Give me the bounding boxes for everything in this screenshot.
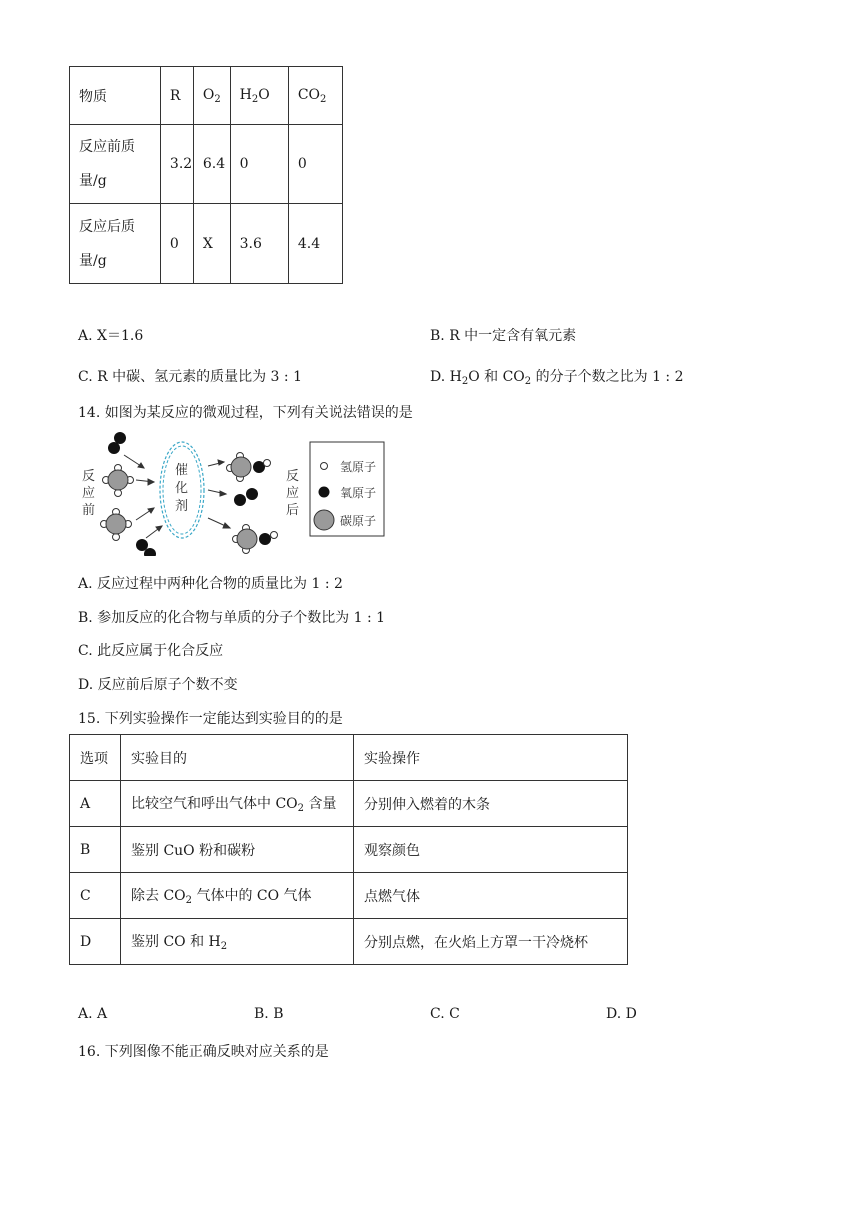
right-label-3: 后 — [286, 503, 300, 518]
row-d-option: D — [70, 919, 121, 965]
row-after-label: 反应后质 量/g — [70, 204, 161, 284]
q13-option-a: A. X＝1.6 — [78, 328, 144, 344]
q15-option-c: C. C — [430, 1006, 460, 1022]
q14-option-a: A. 反应过程中两种化合物的质量比为 1 : 2 — [78, 576, 343, 592]
right-label-2: 应 — [286, 486, 300, 501]
q15-stem: 15. 下列实验操作一定能达到实验目的的是 — [78, 711, 343, 727]
row-d-goal: 鉴别 CO 和 $H_2$ — [121, 919, 354, 965]
header-o2: $O_2$ — [193, 67, 230, 125]
o2-molecule-bottom — [136, 539, 156, 556]
q13-option-d: D. $H_2O$ 和 $CO_2$ 的分子个数之比为 1 : 2 — [430, 369, 684, 387]
row-c-option: C — [70, 873, 121, 919]
before-h2o: 0 — [230, 125, 288, 204]
o2-molecule-product — [234, 488, 258, 506]
row-b-option: B — [70, 827, 121, 873]
legend-h-symbol — [321, 463, 328, 470]
q14-option-d: D. 反应前后原子个数不变 — [78, 677, 238, 693]
left-label-1: 反 — [82, 469, 96, 484]
q16-stem: 16. 下列图像不能正确反映对应关系的是 — [78, 1044, 329, 1060]
q15-option-b: B. B — [254, 1006, 284, 1022]
table-row — [70, 827, 628, 873]
before-o2: 6.4 — [193, 125, 230, 204]
row-a-goal: 比较空气和呼出气体中 $CO_2$ 含量 — [121, 781, 354, 827]
row-b-operation: 观察颜色 — [354, 827, 628, 873]
after-co2: 4.4 — [288, 204, 342, 284]
q15-option-d: D. D — [606, 1006, 637, 1022]
after-o2: X — [193, 204, 230, 284]
q13-option-c: C. R 中碳、氢元素的质量比为 3 : 1 — [78, 369, 302, 385]
catalyst-2: 化 — [175, 481, 189, 496]
q14-option-b: B. 参加反应的化合物与单质的分子个数比为 1 : 1 — [78, 610, 386, 626]
q15-option-a: A. A — [78, 1006, 108, 1022]
row-d-operation: 分别点燃，在火焰上方罩一干冷烧杯 — [354, 919, 628, 965]
before-co2: 0 — [288, 125, 342, 204]
legend-o-symbol — [319, 487, 330, 498]
header-substance: 物质 — [70, 67, 161, 125]
before-r: 3.2 — [160, 125, 193, 204]
row-a-option: A — [70, 781, 121, 827]
header-operation: 实验操作 — [354, 735, 628, 781]
table-row — [70, 919, 628, 965]
header-option: 选项 — [70, 735, 121, 781]
after-h2o: 3.6 — [230, 204, 288, 284]
q13-option-b: B. R 中一定含有氧元素 — [430, 328, 577, 344]
row-c-goal: 除去 $CO_2$ 气体中的 CO 气体 — [121, 873, 354, 919]
header-r: R — [160, 67, 193, 125]
legend-h: 氢原子 — [340, 460, 377, 474]
catalyst-1: 催 — [175, 463, 189, 478]
q14-option-c: C. 此反应属于化合反应 — [78, 643, 224, 659]
right-label-1: 反 — [286, 469, 300, 484]
legend-c-symbol — [314, 510, 334, 530]
row-c-operation: 点燃气体 — [354, 873, 628, 919]
header-co2: $CO_2$ — [288, 67, 342, 125]
header-goal: 实验目的 — [121, 735, 354, 781]
reaction-diagram — [74, 428, 390, 556]
left-label-3: 前 — [82, 503, 96, 518]
product-molecule-bottom — [233, 525, 278, 554]
table-row — [70, 781, 628, 827]
ch4-molecule-top — [103, 465, 134, 497]
legend-o: 氧原子 — [340, 486, 377, 500]
row-a-operation: 分别伸入燃着的木条 — [354, 781, 628, 827]
row-before-label: 反应前质 量/g — [70, 125, 161, 204]
ch4-molecule-bottom — [101, 509, 132, 541]
experiment-table — [69, 734, 628, 965]
legend-c: 碳原子 — [340, 514, 377, 528]
after-r: 0 — [160, 204, 193, 284]
o2-molecule-top — [108, 432, 126, 454]
table-row — [70, 873, 628, 919]
mass-table — [69, 66, 343, 284]
q14-stem: 14. 如图为某反应的微观过程，下列有关说法错误的是 — [78, 405, 413, 421]
catalyst-3: 剂 — [175, 499, 189, 514]
row-b-goal: 鉴别 CuO 粉和碳粉 — [121, 827, 354, 873]
product-molecule-top — [227, 453, 271, 482]
header-h2o: $H_2O$ — [230, 67, 288, 125]
left-label-2: 应 — [82, 486, 96, 501]
